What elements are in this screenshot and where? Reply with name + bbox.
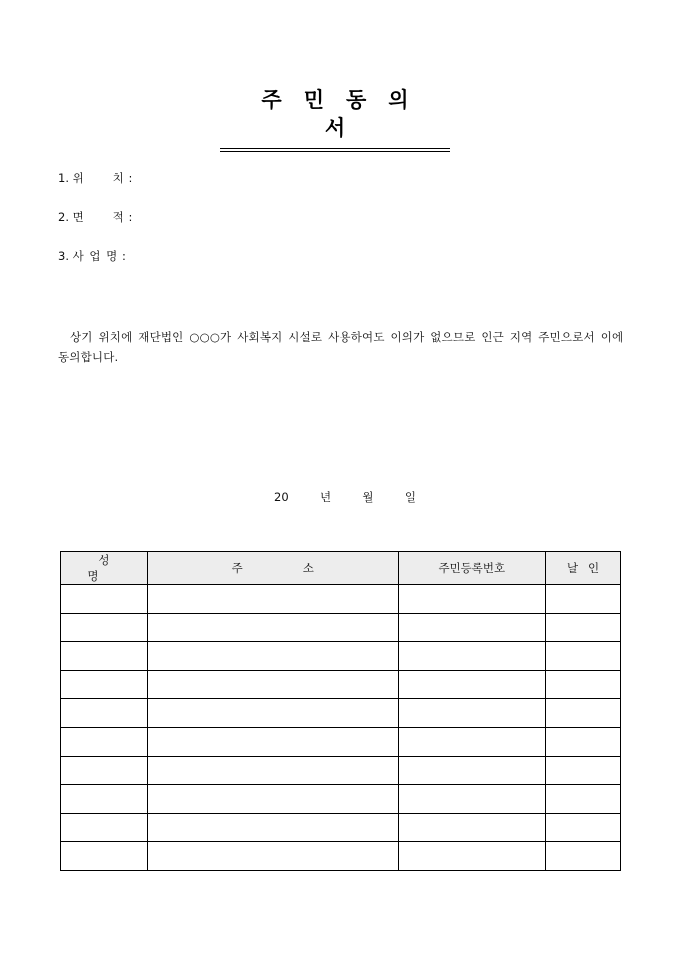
cell-seal[interactable] — [546, 785, 621, 814]
title-block — [220, 86, 450, 152]
cell-resident-number[interactable] — [398, 727, 546, 756]
cell-address[interactable] — [147, 785, 398, 814]
cell-name[interactable] — [61, 613, 148, 642]
cell-name[interactable] — [61, 727, 148, 756]
cell-resident-number[interactable] — [398, 670, 546, 699]
table-row — [61, 756, 621, 785]
cell-resident-number[interactable] — [398, 756, 546, 785]
field-separator: : — [128, 171, 133, 185]
cell-address[interactable] — [147, 670, 398, 699]
cell-address[interactable] — [147, 842, 398, 871]
field-separator: : — [128, 210, 133, 224]
document-title: 주민동의서 — [261, 87, 431, 140]
cell-seal[interactable] — [546, 813, 621, 842]
cell-name[interactable] — [61, 585, 148, 614]
table-row — [61, 813, 621, 842]
cell-name[interactable] — [61, 785, 148, 814]
cell-seal[interactable] — [546, 670, 621, 699]
cell-address[interactable] — [147, 699, 398, 728]
cell-name[interactable] — [61, 756, 148, 785]
signature-table-body — [61, 585, 621, 871]
cell-address[interactable] — [147, 727, 398, 756]
header-address: 주소 — [147, 552, 398, 585]
cell-resident-number[interactable] — [398, 813, 546, 842]
field-label-area: 면 적 — [72, 210, 125, 224]
field-number: 1. — [58, 171, 69, 185]
cell-address[interactable] — [147, 813, 398, 842]
cell-seal[interactable] — [546, 642, 621, 671]
cell-resident-number[interactable] — [398, 699, 546, 728]
consent-paragraph: 상기 위치에 재단법인 ○○○가 사회복지 시설로 사용하여도 이의가 없으므로 인근 지역 주민으로서 이에 동의합니다. — [58, 330, 624, 364]
field-area — [58, 209, 136, 225]
table-row — [61, 642, 621, 671]
cell-address[interactable] — [147, 585, 398, 614]
header-name: 성명 — [61, 552, 148, 585]
date-month-label: 월 — [362, 490, 374, 504]
cell-resident-number[interactable] — [398, 785, 546, 814]
field-number: 2. — [58, 210, 69, 224]
field-project-name — [58, 248, 129, 264]
signature-table — [60, 551, 621, 871]
cell-seal[interactable] — [546, 727, 621, 756]
cell-resident-number[interactable] — [398, 585, 546, 614]
cell-seal[interactable] — [546, 756, 621, 785]
table-row — [61, 613, 621, 642]
date-year-prefix: 20 — [274, 490, 289, 504]
title-double-underline — [220, 148, 450, 152]
cell-name[interactable] — [61, 642, 148, 671]
table-row — [61, 727, 621, 756]
header-seal: 날인 — [546, 552, 621, 585]
cell-name[interactable] — [61, 842, 148, 871]
field-location — [58, 170, 136, 186]
cell-address[interactable] — [147, 642, 398, 671]
cell-seal[interactable] — [546, 585, 621, 614]
table-row — [61, 842, 621, 871]
cell-address[interactable] — [147, 756, 398, 785]
cell-name[interactable] — [61, 670, 148, 699]
header-resident-number: 주민등록번호 — [398, 552, 546, 585]
date-year-label: 년 — [320, 490, 332, 504]
cell-seal[interactable] — [546, 842, 621, 871]
date-line — [0, 489, 680, 505]
signature-table-header — [61, 552, 621, 585]
field-label-location: 위 치 — [72, 171, 125, 185]
table-row — [61, 585, 621, 614]
cell-seal[interactable] — [546, 613, 621, 642]
table-row — [61, 785, 621, 814]
cell-address[interactable] — [147, 613, 398, 642]
field-separator: : — [121, 249, 126, 263]
cell-resident-number[interactable] — [398, 642, 546, 671]
cell-resident-number[interactable] — [398, 613, 546, 642]
table-row — [61, 699, 621, 728]
field-label-project-name: 사 업 명 — [72, 249, 119, 263]
table-row — [61, 670, 621, 699]
cell-seal[interactable] — [546, 699, 621, 728]
cell-name[interactable] — [61, 813, 148, 842]
cell-resident-number[interactable] — [398, 842, 546, 871]
date-day-label: 일 — [404, 490, 416, 504]
cell-name[interactable] — [61, 699, 148, 728]
field-number: 3. — [58, 249, 69, 263]
